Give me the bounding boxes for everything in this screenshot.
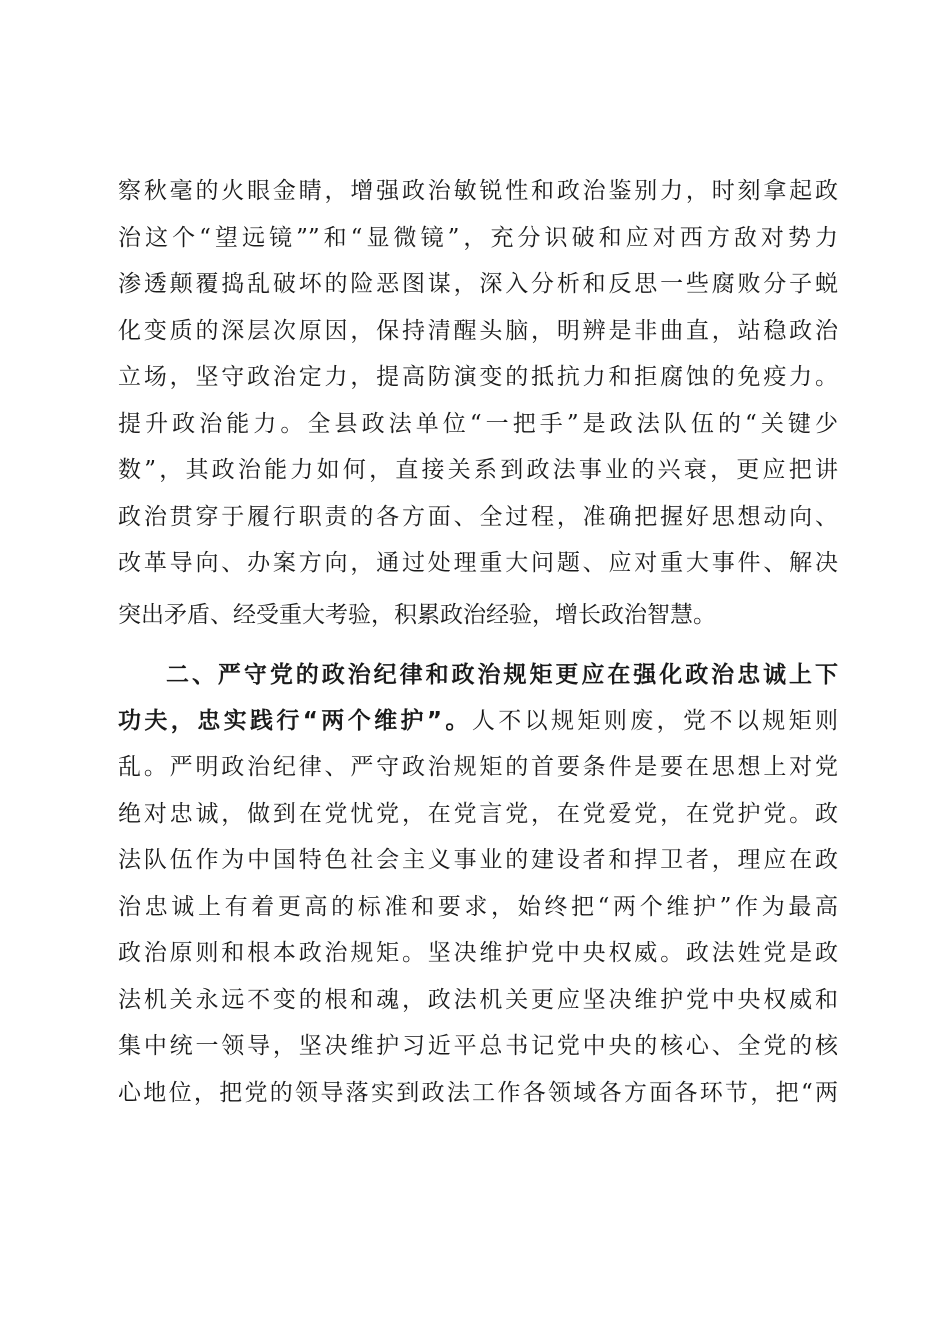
- paragraph-1-line-4: 化变质的深层次原因，保持清醒头脑，明辨是非曲直，站稳政治: [118, 318, 838, 344]
- paragraph-2-line-7: 集中统一领导，坚决维护习近平总书记党中央的核心、全党的核: [118, 1033, 838, 1059]
- paragraph-1-line-2: 治这个“望远镜””和“显微镜”，充分识破和应对西方敌对势力: [118, 225, 838, 251]
- paragraph-1-line-10: 突出矛盾、经受重大考验，积累政治经验，增长政治智慧。: [118, 602, 716, 628]
- paragraph-1-line-3: 渗透颠覆捣乱破坏的险恶图谋，深入分析和反思一些腐败分子蜕: [118, 271, 838, 297]
- paragraph-2-line-6: 法机关永远不变的根和魂，政法机关更应坚决维护党中央权威和: [118, 987, 838, 1013]
- paragraph-2-line-3: 法队伍作为中国特色社会主义事业的建设者和捍卫者，理应在政: [118, 847, 838, 873]
- section-heading-line-1: 二、严守党的政治纪律和政治规矩更应在强化政治忠诚上下: [166, 662, 838, 688]
- paragraph-2-line-1: 乱。严明政治纪律、严守政治规矩的首要条件是要在思想上对党: [118, 754, 838, 780]
- section-heading-line-2: [118, 704, 838, 738]
- paragraph-1-line-8: 政治贯穿于履行职责的各方面、全过程，准确把握好思想动向、: [118, 504, 838, 530]
- section-heading-rest: 人不以规矩则废，党不以规矩则: [471, 708, 838, 734]
- paragraph-1-line-1: 察秋毫的火眼金睛，增强政治敏锐性和政治鉴别力，时刻拿起政: [118, 178, 838, 204]
- paragraph-2-line-5: 政治原则和根本政治规矩。坚决维护党中央权威。政法姓党是政: [118, 940, 838, 966]
- paragraph-1-line-5: 立场，坚守政治定力，提高防演变的抵抗力和拒腐蚀的免疫力。: [118, 364, 838, 390]
- paragraph-2-line-2: 绝对忠诚，做到在党忧党，在党言党，在党爱党，在党护党。政: [118, 801, 838, 827]
- section-heading-bold: 功夫，忠实践行“两个维护”。: [118, 708, 472, 734]
- paragraph-1-line-6: 提升政治能力。全县政法单位“一把手”是政法队伍的“关键少: [118, 411, 838, 437]
- paragraph-1-line-7: 数”，其政治能力如何，直接关系到政法事业的兴衰，更应把讲: [118, 457, 838, 483]
- paragraph-2-line-8: 心地位，把党的领导落实到政法工作各领域各方面各环节，把“两: [118, 1080, 838, 1106]
- paragraph-2-line-4: 治忠诚上有着更高的标准和要求，始终把“两个维护”作为最高: [118, 894, 838, 920]
- paragraph-1-line-9: 改革导向、办案方向，通过处理重大问题、应对重大事件、解决: [118, 550, 838, 576]
